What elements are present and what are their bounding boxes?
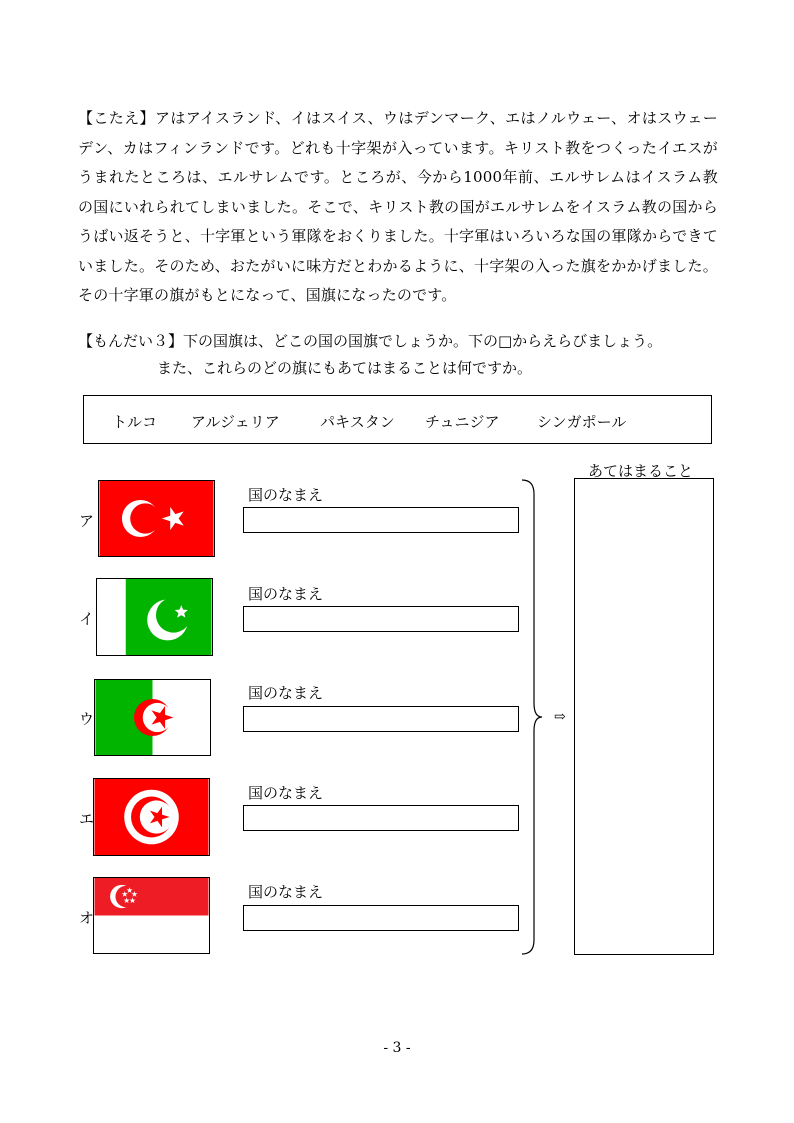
flag-u-algeria: [94, 679, 211, 756]
country-name-input-i[interactable]: [243, 606, 519, 632]
flag-e-tunisia: [93, 778, 210, 856]
question-line-1: 【もんだい３】下の国旗は、どこの国の国旗でしょうか。下の□からえらびましょう。: [78, 332, 663, 350]
country-name-label-u: 国のなまえ: [248, 684, 324, 702]
country-name-input-e[interactable]: [243, 805, 519, 831]
answer-paragraph: 【こたえ】アはアイスランド、イはスイス、ウはデンマーク、エはノルウェー、オはスウェーデン、カはフィンランドです。どれも十字架が入っています。キリスト教をつくったイエスがうまれたところは、エルサレムです。ところが、今から1000年前、エルサレムはイスラム教の国にいれられてしまいました。そこで、キリスト教の国がエルサレムをイスラム教の国からうばい返そうと、十字軍という軍隊をおくりました。十字軍はいろいろな国の軍隊からできていました。そのため、おたがいに味方だとわかるように、十字架の入った旗をかかげました。その十字軍の旗がもとになって、国旗になったのです。: [78, 109, 718, 304]
right-arrow-icon: ⇨: [554, 709, 566, 725]
country-name-label-i: 国のなまえ: [248, 585, 324, 603]
flag-a-turkey: [98, 480, 215, 557]
row-letter-e: エ: [79, 810, 95, 828]
choice-singapore: シンガポール: [537, 413, 627, 431]
country-name-input-o[interactable]: [243, 905, 519, 931]
right-brace: [520, 478, 544, 956]
country-name-input-u[interactable]: [243, 706, 519, 732]
flag-i-pakistan: [96, 578, 213, 656]
row-letter-i: イ: [79, 610, 95, 628]
country-name-label-o: 国のなまえ: [248, 883, 324, 901]
country-name-input-a[interactable]: [243, 507, 519, 533]
question-line-2: また、これらのどの旗にもあてはまることは何ですか。: [157, 359, 533, 377]
row-letter-u: ウ: [79, 710, 95, 728]
country-name-label-e: 国のなまえ: [248, 784, 324, 802]
answer-box-title: あてはまること: [588, 462, 694, 480]
row-letter-a: ア: [79, 512, 95, 530]
choice-algeria: アルジェリア: [191, 413, 280, 431]
choices-box: [83, 395, 712, 444]
answer-box[interactable]: [574, 478, 714, 955]
page-number: - 3 -: [383, 1040, 411, 1056]
row-letter-o: オ: [79, 909, 95, 927]
choice-turkey: トルコ: [112, 413, 158, 431]
choice-pakistan: パキスタン: [320, 413, 395, 431]
choice-tunisia: チュニジア: [425, 413, 500, 431]
flag-o-singapore: [93, 877, 210, 954]
country-name-label-a: 国のなまえ: [248, 486, 324, 504]
